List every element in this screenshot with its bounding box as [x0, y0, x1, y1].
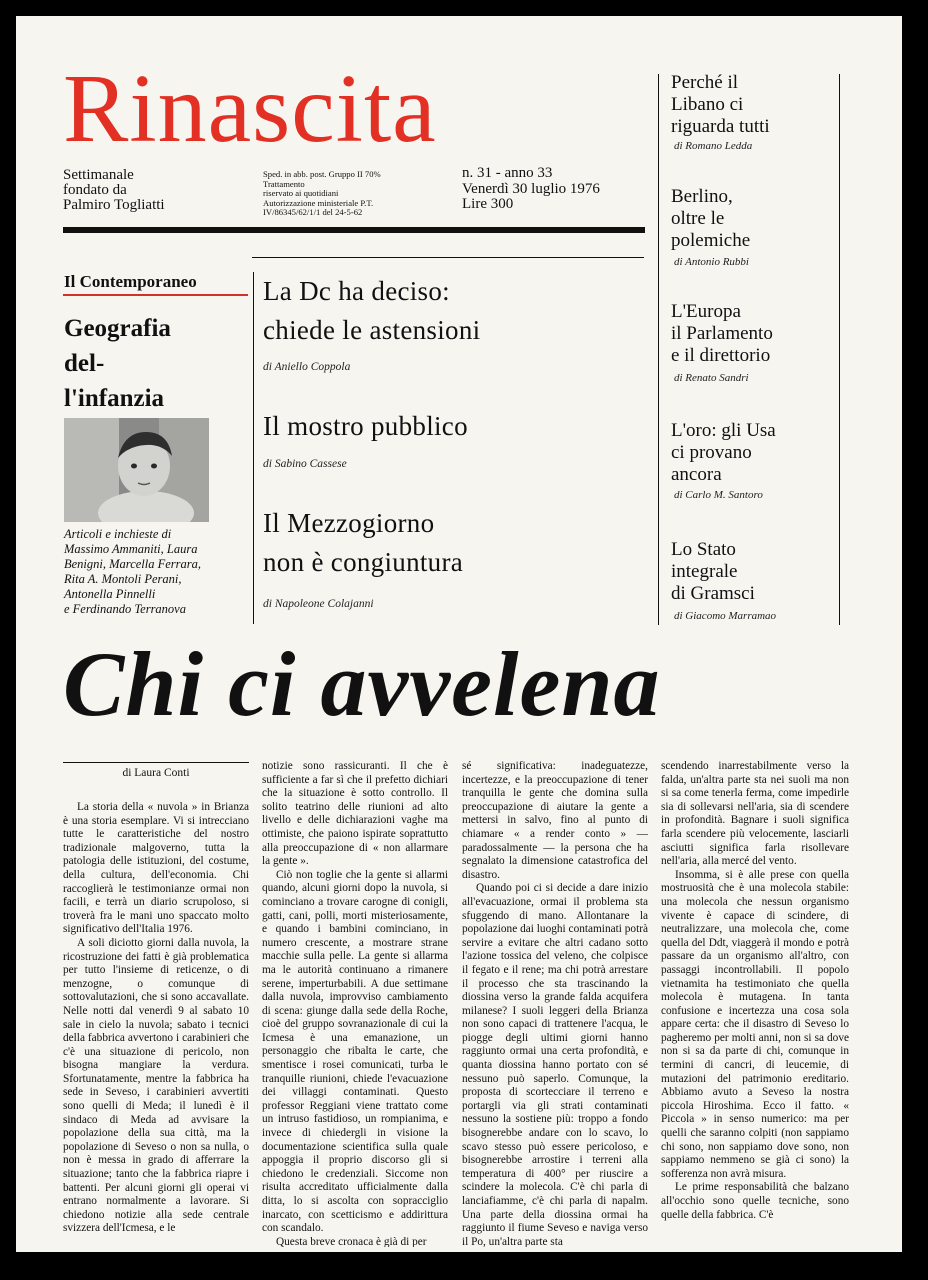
author-rule [63, 762, 249, 763]
headline-line: Il Mezzogiorno [263, 508, 435, 538]
headline-mezzogiorno[interactable] [263, 504, 648, 582]
side-line: L'oro: gli Usa [671, 420, 776, 441]
article-column-4 [661, 760, 849, 1247]
paragraph: Insomma, si è alle prese con quella mostruosità che è una molecola stabile: una molecola che nessun organismo vivente è capace di scindere, di neutralizzare, una molecola che, come quella del Ddt, viaggerà il mondo e potrà passare da un organismo all'altro, con passaggi incontrollabili. Il popolo vietnamita ha testimoniato che quella molecola è mutagena. In tanta confusione e incertezza una cosa sola appare certa: che il disastro di Seveso lo pagheremo per molti anni, non si sa dove non si sa da parte di chi, comunque in termini di cancri, di leucemie, di mutazioni del patrimonio ereditario. Abbiamo avuto a Seveso la nostra piccola Hiroshima. Ecco il fatto. « Piccola » in senso numerico: ma per quelli che saranno colpiti (non sappiamo chi sono, non sappiamo dove sono, non sappiamo nemmeno se già ci sono) la sofferenza non avrà misura. [661, 868, 849, 1180]
side-line: ancora [671, 464, 722, 485]
caption-line: e Ferdinando Terranova [64, 602, 186, 616]
lead-author: di Laura Conti [122, 767, 190, 779]
column-divider-right [658, 74, 659, 625]
article-column-3 [462, 760, 648, 1247]
side-line: integrale [671, 561, 738, 582]
paragraph: scendendo inarrestabilmente verso la falda, un'altra parte sta nei suoli ma non si sa come tenerla ferma, come impedirle sia di sollevarsi nell'aria, sia di scendere in profondità. Bagnare i suoli significa farla scendere più velocemente, lasciarli asciutti significa farla risollevare nell'aria, alla mercé del vento. [661, 760, 849, 868]
side-byline-europa: di Renato Sandri [674, 372, 749, 384]
magazine-cover [16, 16, 902, 1252]
paragraph: Ciò non toglie che la gente si allarmi quando, alcuni giorni dopo la nuvola, si cominciano a trovare carogne di conigli, gatti, cani, polli, morti misteriosamente, e quando i bambini cominciano, in numero crescente, a mostrare strane macchie sulla pelle. La gente si allarma ma le autorità continuano a rimanere serene, imperturbabili. A due settimane dalla nuvola, improvviso cambiamento di scena: giunge dalla sede della Roche, cioè del gruppo sovranazionale di cui la Icmesa è una emanazione, un personaggio che ribalta le carte, che smentisce i rosei comunicati, turba le tranquille riunioni, chiede l'evacuazione dei villaggi contaminati. Questo professor Reggiani viene trattato come un intruso fastidioso, un rompianima, e invece di chiedergli in visione la documentazione scientifica sulla quale appoggia il proprio discorso gli si chiedono le credenziali. Siccome non risulta accreditato ufficialmente dalla ditta, lo si ascolta con sopracciglio inarcato, con scetticismo e addirittura con scandalo. [262, 868, 448, 1235]
byline-dc: di Aniello Coppola [263, 361, 351, 373]
supplement-title-line: l'infanzia [64, 385, 165, 412]
headline-line: Il mostro pubblico [263, 411, 468, 441]
postal-line: Trattamento [263, 178, 305, 189]
postal-line: Sped. in abb. post. Gruppo II 70% [263, 169, 381, 179]
side-byline-gramsci: di Giacomo Marramao [674, 610, 777, 622]
caption-line: Rita A. Montoli Perani, [64, 572, 182, 586]
issue-price: Lire 300 [462, 196, 514, 212]
side-line: oltre le [671, 208, 725, 229]
headline-top-rule [252, 257, 644, 258]
side-line: L'Europa [671, 301, 741, 322]
paragraph: sé significativa: inadeguatezze, incertezze, e la preoccupazione di tener tranquilla le gente che domina sulla preoccupazione di aiutare la gente a mettersi in salvo, fino al punto di chiamare « a render conto » — paradossalmente — la persona che ha segnalato la dimensione catastrofica del disastro. [462, 760, 648, 881]
headline-line: chiede le astensioni [263, 315, 481, 345]
paragraph: A soli diciotto giorni dalla nuvola, la ricostruzione dei fatti è già problematica per tutto l'insieme di reticenze, o di menzogne, o comunque di sottovalutazioni, che si sono accavallate. Nelle notti dal venerdì 9 al sabato 10 sale in cielo la nuvola; sabato i tecnici della fabbrica avvertono i carabinieri che c'è una situazione di pericolo, non bisogna mangiare la verdura. Sfortunatamente, mentre la fabbrica ha sede in Seveso, i carabinieri avvertiti sono quelli di Meda; il lunedì è il sindaco di Meda ad avvisare la popolazione della sua città, ma la popolazione di Seveso o non sa nulla, o non è messa in grado di afferrare la situazione; tanto che la fabbrica riapre i battenti. Per alcuni giorni gli operai vi entrano normalmente a lavorare. Si chiedono notizie alla sede centrale svizzera dell'Icmesa, e le [63, 936, 249, 1235]
paragraph: Le prime responsabilità che balzano all'occhio sono quelle tecniche, sono quelle della fabbrica. C'è [661, 1181, 849, 1221]
side-line: Libano ci [671, 94, 744, 115]
lead-title: Chi ci avvelena [63, 633, 661, 735]
supplement-title [64, 311, 244, 416]
founded-line: Settimanale [63, 167, 134, 183]
founded-line: fondato da [63, 182, 127, 198]
side-line: polemiche [671, 230, 751, 251]
side-line: riguarda tutti [671, 116, 770, 137]
side-line: ci provano [671, 442, 752, 463]
masthead-title: Rinascita [63, 55, 437, 163]
byline-mostro: di Sabino Cassese [263, 458, 347, 470]
side-byline-libano: di Romano Ledda [674, 140, 753, 152]
side-headline-oro[interactable] [671, 420, 836, 486]
postal-notice [263, 170, 463, 218]
section-rule [63, 294, 248, 296]
column-divider-edge [839, 74, 840, 625]
side-line: e il direttorio [671, 345, 771, 366]
side-headline-berlino[interactable] [671, 186, 836, 252]
postal-line: IV/86345/62/1/1 del 24-5-62 [263, 207, 363, 218]
side-line: Berlino, [671, 186, 733, 207]
postal-line: riservato ai quotidiani [263, 188, 339, 199]
supplement-title-line: del- [64, 350, 105, 377]
issue-info [462, 166, 662, 213]
article-column-1 [63, 801, 249, 1247]
side-headline-gramsci[interactable] [671, 539, 836, 605]
side-headline-europa[interactable] [671, 301, 836, 367]
section-label: Il Contemporaneo [64, 272, 197, 291]
headline-line: La Dc ha deciso: [263, 276, 450, 306]
side-headline-libano[interactable] [671, 72, 836, 138]
paragraph: La storia della « nuvola » in Brianza è una storia esemplare. Vi si intrecciano tutte le caratteristiche del nostro tradizionale malgoverno, tutta la patologia delle istituzioni, del costume, della cultura, dell'economia. Chi raccoglierà le testimonianze ormai non facili, e terrà un diario scrupoloso, si troverà fra le mani uno spaccato molto significativo dell'Italia 1976. [63, 801, 249, 936]
founded-note [63, 168, 233, 213]
article-column-2 [262, 760, 448, 1247]
side-line: Perché il [671, 72, 739, 93]
paragraph: notizie sono rassicuranti. Il che è sufficiente a far sì che il prefetto dichiari che la situazione è sotto controllo. Il solito teatrino delle riunioni ad alto livello e delle dichiarazioni vaghe ma ottimiste, che paiono ispirate soprattutto alla preoccupazione di « non allarmare la gente ». [262, 760, 448, 868]
supplement-title-line: Geografia [64, 315, 171, 342]
caption-line: Benigni, Marcella Ferrara, [64, 557, 202, 571]
side-byline-oro: di Carlo M. Santoro [674, 489, 763, 501]
caption-line: Massimo Ammaniti, Laura [64, 542, 198, 556]
side-byline-berlino: di Antonio Rubbi [674, 256, 749, 268]
headline-line: non è congiuntura [263, 547, 464, 577]
paragraph: Questa breve cronaca è già di per [276, 1235, 427, 1247]
issue-number: n. 31 - anno 33 [462, 165, 553, 181]
child-photo [64, 418, 209, 522]
supplement-caption [64, 527, 254, 617]
caption-line: Antonella Pinnelli [64, 587, 156, 601]
side-line: di Gramsci [671, 583, 755, 604]
headline-dc[interactable] [263, 272, 648, 350]
side-line: Lo Stato [671, 539, 736, 560]
paragraph: Quando poi ci si decide a dare inizio all'evacuazione, ormai il problema sta sfuggendo di mano. Allontanare la popolazione dai luoghi contaminati potrà servire a evitare che altri cadano sotto l'azione tossica del veleno, che colpisce il fegato e il rene; ma chi potrà arrestare il processo che sta trascinando la diossina verso la grande falda acquifera milanese? I suoli leggeri della Brianza non sono capaci di trattenere l'acqua, le piogge degli ultimi giorni hanno raggiunto ormai una certa profondità, e quanta diossina hanno portato con sé nessuno può saperlo. Comunque, la proposta di scortecciare il terreno e portargli via gli strati contaminati nessuno la sostiene più: troppo a fondo bisognerebbe andare con lo scavo, lo scavo stesso può essere pericoloso, e bisognerebbe arrostire i terreni alla temperatura di 400° per riuscire a scindere la molecola. C'è chi parla di lanciafiamme, c'è chi parla di napalm. Una parte della diossina ormai ha raggiunto il fiume Seveso e naviga verso il Po, un'altra parte sta [462, 882, 648, 1247]
masthead-rule [63, 227, 645, 233]
headline-mostro[interactable] [263, 407, 648, 446]
caption-line: Articoli e inchieste di [64, 527, 172, 541]
byline-mezzogiorno: di Napoleone Colajanni [263, 598, 374, 610]
founded-line: Palmiro Togliatti [63, 197, 165, 213]
side-line: il Parlamento [671, 323, 773, 344]
issue-date: Venerdì 30 luglio 1976 [462, 180, 600, 197]
postal-line: Autorizzazione ministeriale P.T. [263, 197, 374, 208]
